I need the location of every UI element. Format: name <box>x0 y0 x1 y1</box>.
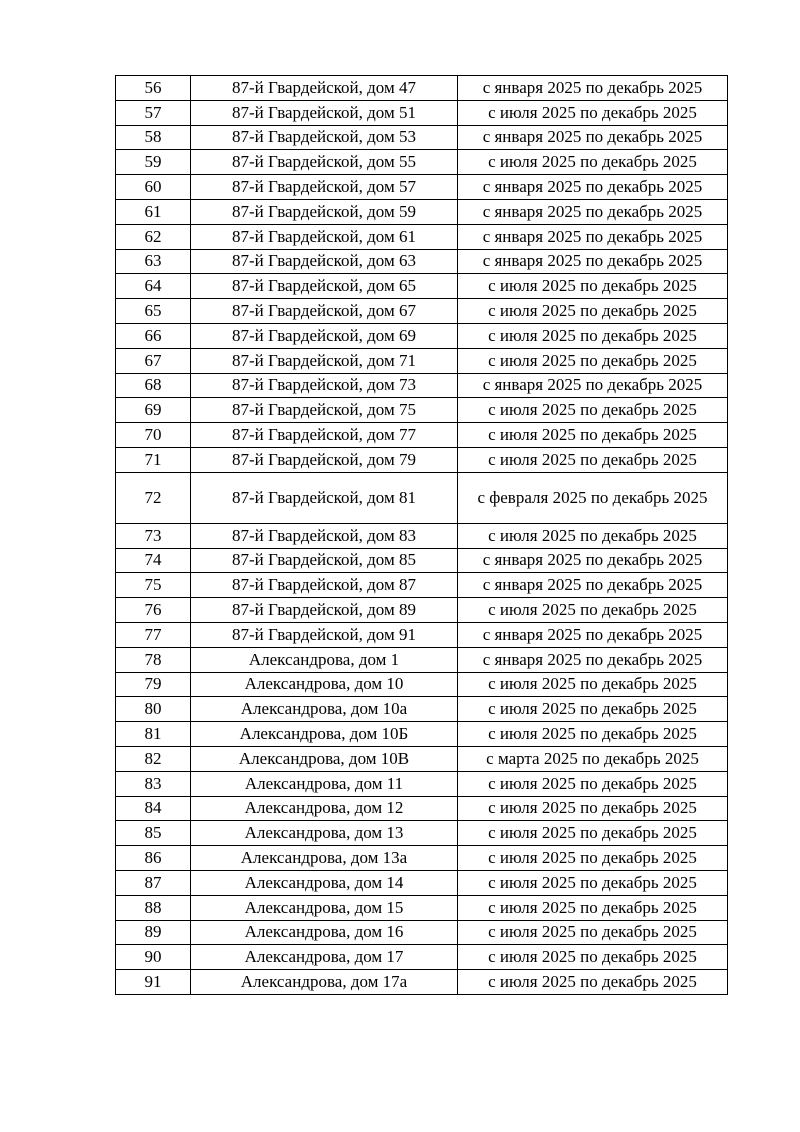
table-row <box>116 150 728 175</box>
period-cell: с июля 2025 по декабрь 2025 <box>458 523 728 548</box>
row-number-cell: 71 <box>116 447 191 472</box>
row-number-cell: 82 <box>116 746 191 771</box>
row-number-cell: 72 <box>116 472 191 523</box>
table-body <box>116 76 728 995</box>
table-row <box>116 472 728 523</box>
address-cell: 87-й Гвардейской, дом 53 <box>191 125 458 150</box>
table-row <box>116 920 728 945</box>
period-cell: с июля 2025 по декабрь 2025 <box>458 423 728 448</box>
address-schedule-table <box>115 75 728 995</box>
row-number-cell: 59 <box>116 150 191 175</box>
row-number-cell: 65 <box>116 299 191 324</box>
address-cell: Александрова, дом 16 <box>191 920 458 945</box>
period-cell: с июля 2025 по декабрь 2025 <box>458 447 728 472</box>
period-cell: с июля 2025 по декабрь 2025 <box>458 274 728 299</box>
table-row <box>116 76 728 101</box>
table-row <box>116 970 728 995</box>
row-number-cell: 86 <box>116 846 191 871</box>
period-cell: с июля 2025 по декабрь 2025 <box>458 697 728 722</box>
address-cell: Александрова, дом 1 <box>191 647 458 672</box>
address-cell: 87-й Гвардейской, дом 81 <box>191 472 458 523</box>
period-cell: с июля 2025 по декабрь 2025 <box>458 722 728 747</box>
table-row <box>116 175 728 200</box>
address-cell: Александрова, дом 11 <box>191 771 458 796</box>
address-cell: Александрова, дом 10а <box>191 697 458 722</box>
address-cell: 87-й Гвардейской, дом 73 <box>191 373 458 398</box>
period-cell: с июля 2025 по декабрь 2025 <box>458 945 728 970</box>
row-number-cell: 80 <box>116 697 191 722</box>
row-number-cell: 69 <box>116 398 191 423</box>
address-cell: Александрова, дом 10В <box>191 746 458 771</box>
row-number-cell: 56 <box>116 76 191 101</box>
period-cell: с июля 2025 по декабрь 2025 <box>458 348 728 373</box>
address-cell: 87-й Гвардейской, дом 59 <box>191 199 458 224</box>
table-row <box>116 100 728 125</box>
row-number-cell: 81 <box>116 722 191 747</box>
address-cell: 87-й Гвардейской, дом 57 <box>191 175 458 200</box>
table-row <box>116 697 728 722</box>
row-number-cell: 66 <box>116 323 191 348</box>
period-cell: с июля 2025 по декабрь 2025 <box>458 598 728 623</box>
table-row <box>116 348 728 373</box>
row-number-cell: 77 <box>116 622 191 647</box>
address-cell: 87-й Гвардейской, дом 61 <box>191 224 458 249</box>
address-cell: 87-й Гвардейской, дом 75 <box>191 398 458 423</box>
address-cell: 87-й Гвардейской, дом 85 <box>191 548 458 573</box>
period-cell: с июля 2025 по декабрь 2025 <box>458 970 728 995</box>
address-cell: Александрова, дом 10 <box>191 672 458 697</box>
address-cell: Александрова, дом 12 <box>191 796 458 821</box>
row-number-cell: 75 <box>116 573 191 598</box>
period-cell: с июля 2025 по декабрь 2025 <box>458 821 728 846</box>
address-cell: 87-й Гвардейской, дом 87 <box>191 573 458 598</box>
table-row <box>116 672 728 697</box>
table-row <box>116 299 728 324</box>
row-number-cell: 60 <box>116 175 191 200</box>
row-number-cell: 76 <box>116 598 191 623</box>
table-row <box>116 647 728 672</box>
row-number-cell: 87 <box>116 870 191 895</box>
row-number-cell: 63 <box>116 249 191 274</box>
row-number-cell: 79 <box>116 672 191 697</box>
period-cell: с июля 2025 по декабрь 2025 <box>458 895 728 920</box>
row-number-cell: 85 <box>116 821 191 846</box>
period-cell: с января 2025 по декабрь 2025 <box>458 175 728 200</box>
table-row <box>116 846 728 871</box>
address-cell: 87-й Гвардейской, дом 47 <box>191 76 458 101</box>
period-cell: с января 2025 по декабрь 2025 <box>458 373 728 398</box>
address-cell: 87-й Гвардейской, дом 65 <box>191 274 458 299</box>
period-cell: с июля 2025 по декабрь 2025 <box>458 398 728 423</box>
table-row <box>116 722 728 747</box>
address-cell: 87-й Гвардейской, дом 89 <box>191 598 458 623</box>
period-cell: с января 2025 по декабрь 2025 <box>458 622 728 647</box>
period-cell: с января 2025 по декабрь 2025 <box>458 249 728 274</box>
address-cell: Александрова, дом 10Б <box>191 722 458 747</box>
period-cell: с января 2025 по декабрь 2025 <box>458 224 728 249</box>
address-cell: Александрова, дом 17 <box>191 945 458 970</box>
period-cell: с июля 2025 по декабрь 2025 <box>458 299 728 324</box>
row-number-cell: 84 <box>116 796 191 821</box>
period-cell: с февраля 2025 по декабрь 2025 <box>458 472 728 523</box>
period-cell: с июля 2025 по декабрь 2025 <box>458 672 728 697</box>
row-number-cell: 88 <box>116 895 191 920</box>
table-row <box>116 199 728 224</box>
table-row <box>116 548 728 573</box>
row-number-cell: 83 <box>116 771 191 796</box>
address-cell: 87-й Гвардейской, дом 77 <box>191 423 458 448</box>
table-row <box>116 622 728 647</box>
address-cell: 87-й Гвардейской, дом 69 <box>191 323 458 348</box>
row-number-cell: 73 <box>116 523 191 548</box>
period-cell: с января 2025 по декабрь 2025 <box>458 647 728 672</box>
row-number-cell: 91 <box>116 970 191 995</box>
period-cell: с января 2025 по декабрь 2025 <box>458 125 728 150</box>
address-cell: Александрова, дом 17а <box>191 970 458 995</box>
table-row <box>116 895 728 920</box>
address-cell: Александрова, дом 13а <box>191 846 458 871</box>
table-row <box>116 323 728 348</box>
period-cell: с июля 2025 по декабрь 2025 <box>458 870 728 895</box>
period-cell: с июля 2025 по декабрь 2025 <box>458 846 728 871</box>
table-row <box>116 398 728 423</box>
table-row <box>116 249 728 274</box>
table-row <box>116 796 728 821</box>
table-row <box>116 423 728 448</box>
address-cell: 87-й Гвардейской, дом 51 <box>191 100 458 125</box>
period-cell: с июля 2025 по декабрь 2025 <box>458 920 728 945</box>
period-cell: с июля 2025 по декабрь 2025 <box>458 323 728 348</box>
address-cell: 87-й Гвардейской, дом 79 <box>191 447 458 472</box>
row-number-cell: 62 <box>116 224 191 249</box>
table-row <box>116 746 728 771</box>
table-row <box>116 373 728 398</box>
period-cell: с июля 2025 по декабрь 2025 <box>458 771 728 796</box>
table-row <box>116 821 728 846</box>
row-number-cell: 74 <box>116 548 191 573</box>
period-cell: с июля 2025 по декабрь 2025 <box>458 150 728 175</box>
row-number-cell: 61 <box>116 199 191 224</box>
table-row <box>116 771 728 796</box>
row-number-cell: 90 <box>116 945 191 970</box>
table-row <box>116 870 728 895</box>
address-cell: 87-й Гвардейской, дом 83 <box>191 523 458 548</box>
period-cell: с июля 2025 по декабрь 2025 <box>458 796 728 821</box>
address-cell: 87-й Гвардейской, дом 55 <box>191 150 458 175</box>
row-number-cell: 78 <box>116 647 191 672</box>
table-row <box>116 125 728 150</box>
table-row <box>116 598 728 623</box>
address-cell: Александрова, дом 13 <box>191 821 458 846</box>
row-number-cell: 64 <box>116 274 191 299</box>
row-number-cell: 67 <box>116 348 191 373</box>
table-row <box>116 945 728 970</box>
table-row <box>116 224 728 249</box>
address-cell: 87-й Гвардейской, дом 67 <box>191 299 458 324</box>
table-row <box>116 274 728 299</box>
period-cell: с июля 2025 по декабрь 2025 <box>458 100 728 125</box>
address-cell: 87-й Гвардейской, дом 63 <box>191 249 458 274</box>
table-row <box>116 447 728 472</box>
row-number-cell: 57 <box>116 100 191 125</box>
table-row <box>116 523 728 548</box>
period-cell: с января 2025 по декабрь 2025 <box>458 573 728 598</box>
period-cell: с января 2025 по декабрь 2025 <box>458 76 728 101</box>
address-cell: 87-й Гвардейской, дом 71 <box>191 348 458 373</box>
row-number-cell: 68 <box>116 373 191 398</box>
period-cell: с января 2025 по декабрь 2025 <box>458 548 728 573</box>
period-cell: с января 2025 по декабрь 2025 <box>458 199 728 224</box>
row-number-cell: 89 <box>116 920 191 945</box>
address-cell: Александрова, дом 15 <box>191 895 458 920</box>
row-number-cell: 70 <box>116 423 191 448</box>
table-row <box>116 573 728 598</box>
address-cell: 87-й Гвардейской, дом 91 <box>191 622 458 647</box>
address-cell: Александрова, дом 14 <box>191 870 458 895</box>
row-number-cell: 58 <box>116 125 191 150</box>
period-cell: с марта 2025 по декабрь 2025 <box>458 746 728 771</box>
